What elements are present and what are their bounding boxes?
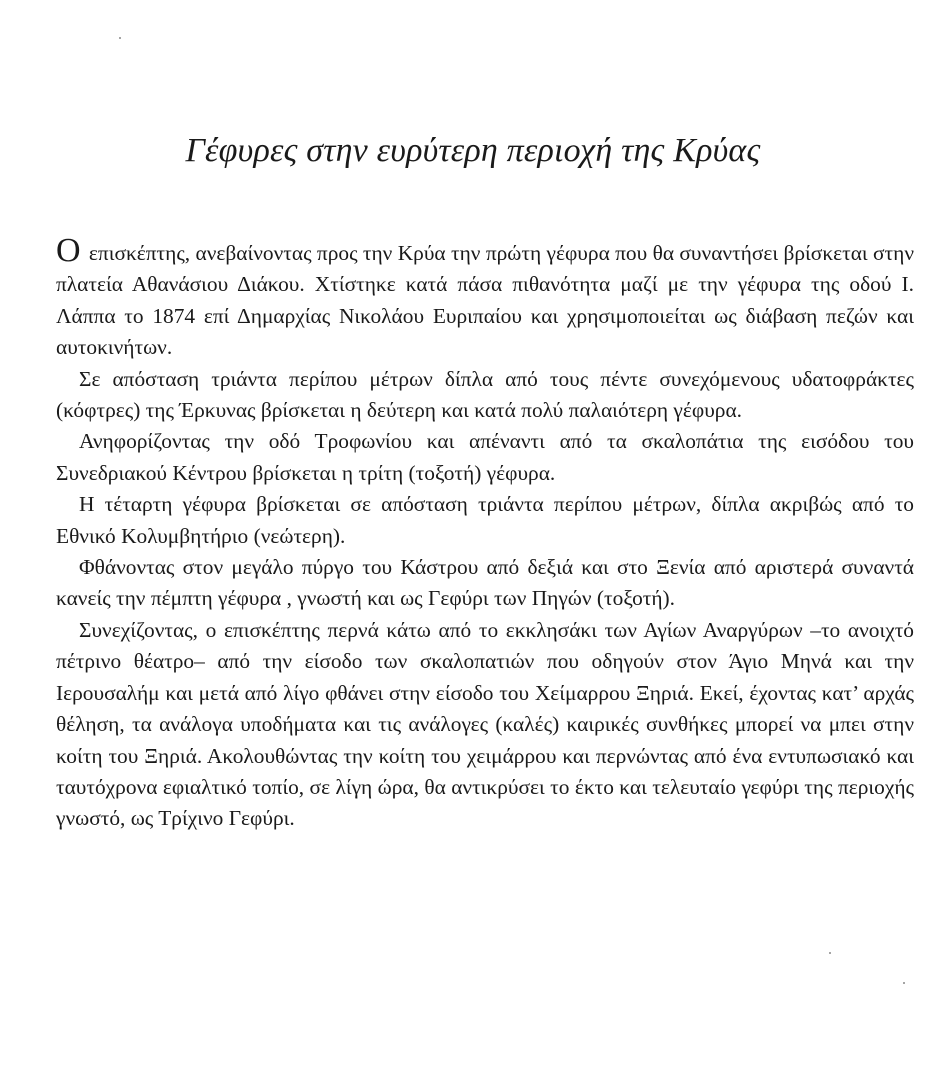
drop-cap: Ο bbox=[56, 232, 81, 269]
paragraph-1 bbox=[56, 232, 914, 364]
paragraph-3: Ανηφορίζοντας την οδό Τροφωνίου και απέναντι από τα σκαλοπάτια της εισόδου του Συνεδριακού Κέντρου βρίσκεται η τρίτη (τοξοτή) γέφυρα. bbox=[56, 429, 914, 485]
paragraph-1-text: επισκέπτης, ανεβαίνοντας προς την Κρύα την πρώτη γέφυρα που θα συναντήσει βρίσκεται στην πλατεία Αθανάσιου Διάκου. Χτίστηκε κατά πάσα πιθανότητα μαζί με την γέφυρα της οδού Ι. Λάππα το 1874 επί Δημαρχίας Νικολάου Ευριπαίου και χρησιμοποιείται ως διάβαση πεζών και αυτοκινήτων. bbox=[56, 241, 914, 360]
body-text bbox=[56, 232, 914, 835]
page-title: Γέφυρες στην ευρύτερη περιοχή της Κρύας bbox=[185, 132, 761, 169]
paragraph-6: Συνεχίζοντας, ο επισκέπτης περνά κάτω από το εκκλησάκι των Αγίων Αναργύρων –το ανοιχτό πέτρινο θέατρο– από την είσοδο των σκαλοπατιών που οδηγούν στον Άγιο Μηνά και την Ιερουσαλήμ και μετά από λίγο φθάνει στην είσοδο του Χείμαρρου Ξηριά. Εκεί, έχοντας κατ’ αρχάς θέληση, τα ανάλογα υποδήματα και τις ανάλογες (καλές) καιρικές συνθήκες μπορεί να μπει στην κοίτη του Ξηριά. Ακολουθώντας την κοίτη του χειμάρρου και περνώντας από ένα εντυπωσιακό και ταυτόχρονα εφιαλτικό τοπίο, σε λίγη ώρα, θα αντικρύσει το έκτο και τελευταίο γεφύρι της περιοχής γνωστό, ως Τρίχινο Γεφύρι. bbox=[56, 617, 914, 831]
scan-speck bbox=[903, 982, 905, 984]
scan-speck bbox=[829, 952, 831, 954]
paragraph-2: Σε απόσταση τριάντα περίπου μέτρων δίπλα από τους πέντε συνεχόμενους υδατοφράκτες (κόφτρες) της Έρκυνας βρίσκεται η δεύτερη και κατά πολύ παλαιότερη γέφυρα. bbox=[56, 366, 914, 423]
paragraph-4: Η τέταρτη γέφυρα βρίσκεται σε απόσταση τριάντα περίπου μέτρων, δίπλα ακριβώς από το Εθνικό Κολυμβητήριο (νεώτερη). bbox=[56, 492, 914, 548]
paragraph-5: Φθάνοντας στον μεγάλο πύργο του Κάστρου από δεξιά και στο Ξενία από αριστερά συναντά κανείς την πέμπτη γέφυρα , γνωστή και ως Γεφύρι των Πηγών (τοξοτή). bbox=[56, 555, 914, 611]
scan-speck bbox=[119, 37, 121, 39]
